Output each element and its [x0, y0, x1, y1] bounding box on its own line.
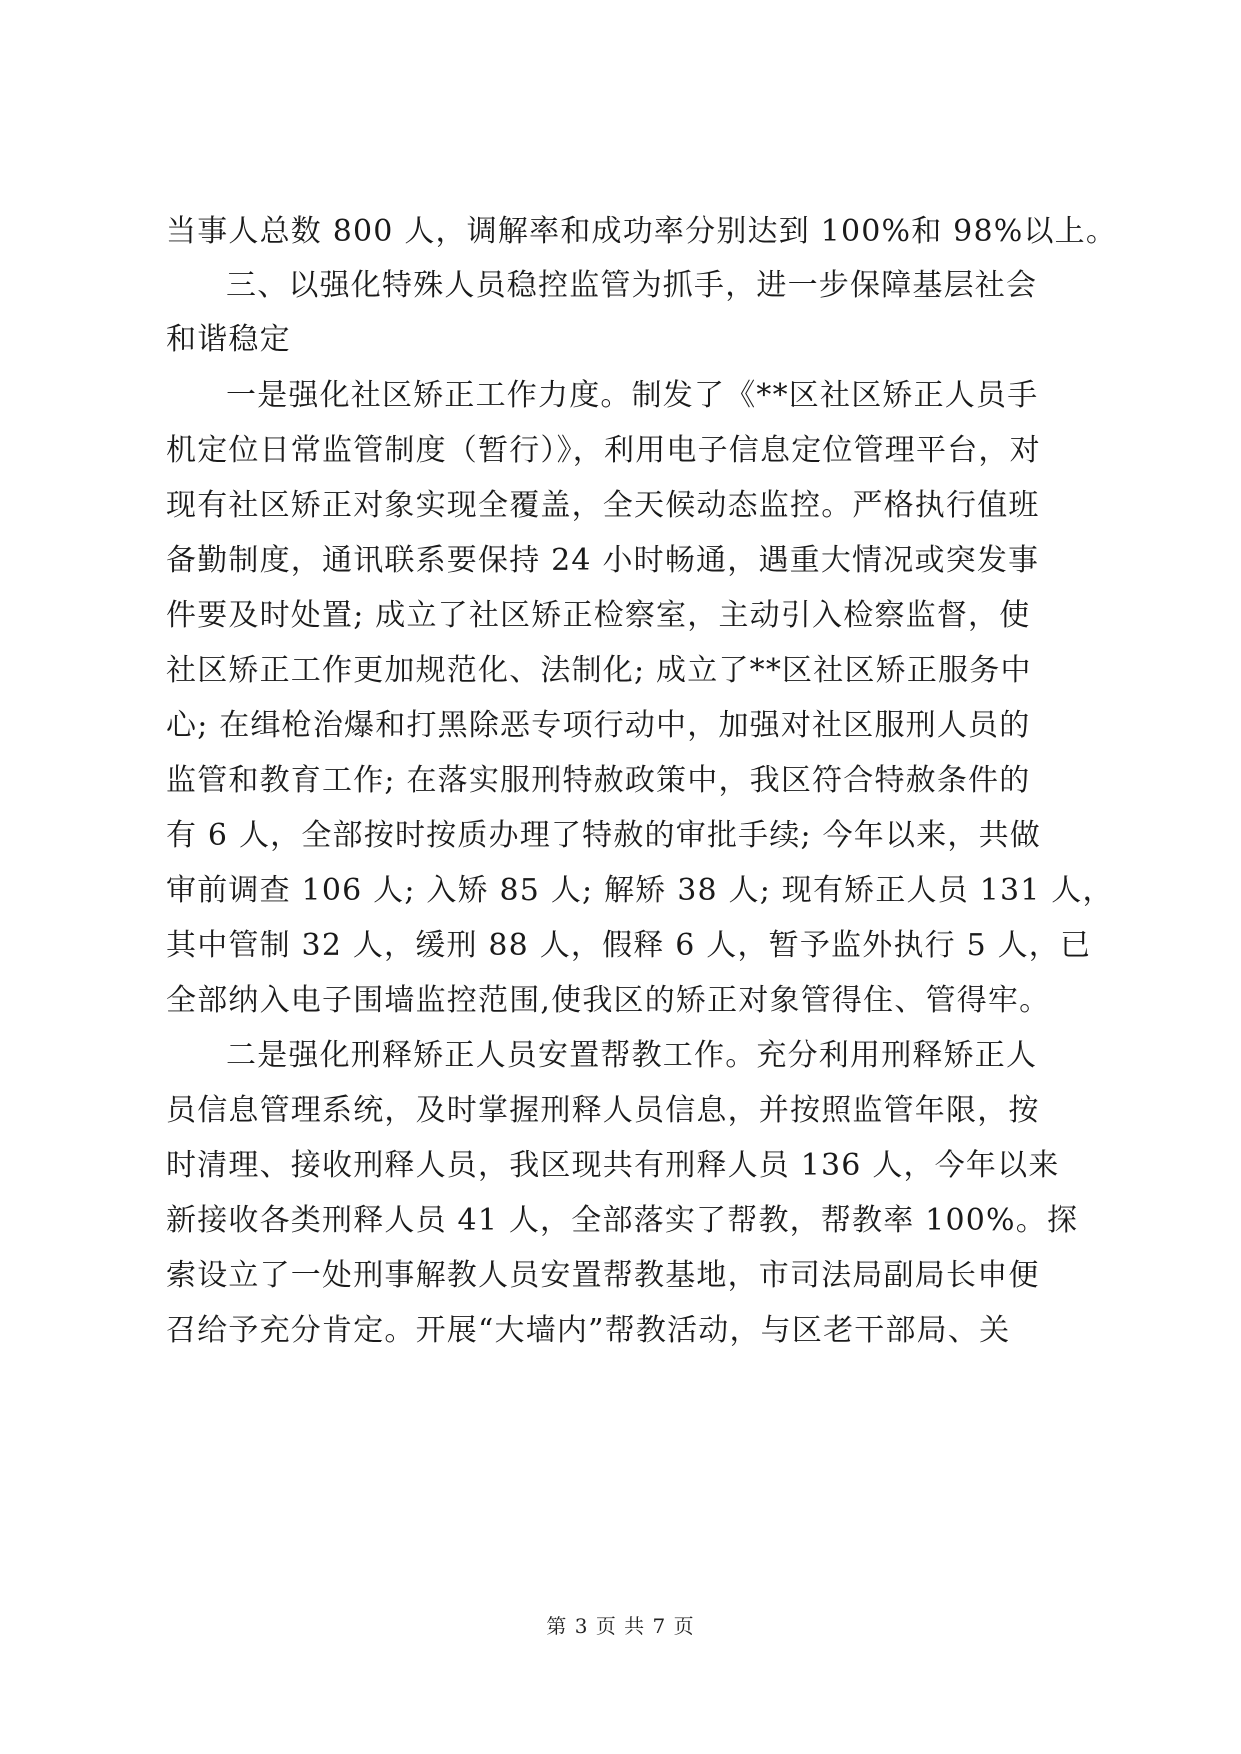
paragraph-1-line-12: 全部纳入电子围墙监控范围,使我区的矫正对象管得住、管得牢。 [166, 983, 1051, 1018]
paragraph-1-line-3: 现有社区矫正对象实现全覆盖，全天候动态监控。严格执行值班 [166, 488, 1040, 523]
paragraph-1-line-7: 心; 在缉枪治爆和打黑除恶专项行动中，加强对社区服刑人员的 [166, 708, 1031, 743]
paragraph-1-line-9: 有 6 人，全部按时按质办理了特赦的审批手续; 今年以来，共做 [166, 818, 1042, 853]
paragraph-1-line-4: 备勤制度，通讯联系要保持 24 小时畅通，遇重大情况或突发事 [166, 543, 1040, 578]
paragraph-1-line-10: 审前调查 106 人; 入矫 85 人; 解矫 38 人; 现有矫正人员 131 人， [166, 873, 1114, 908]
page-number-footer: 第 3 页 共 7 页 [546, 1614, 695, 1638]
paragraph-2-line-6: 召给予充分肯定。开展“大墙内”帮教活动，与区老干部局、关 [166, 1313, 1011, 1348]
paragraph-1-line-11: 其中管制 32 人，缓刑 88 人，假释 6 人，暂予监外执行 5 人，已 [166, 928, 1092, 963]
section-heading-line-1: 三、以强化特殊人员稳控监管为抓手，进一步保障基层社会 [226, 268, 1038, 303]
section-heading-line-2: 和谐稳定 [166, 322, 291, 357]
paragraph-2-line-3: 时清理、接收刑释人员，我区现共有刑释人员 136 人，今年以来 [166, 1148, 1060, 1183]
paragraph-2-line-2: 员信息管理系统，及时掌握刑释人员信息，并按照监管年限，按 [166, 1093, 1040, 1128]
paragraph-2-line-4: 新接收各类刑释人员 41 人，全部落实了帮教，帮教率 100%。探 [166, 1203, 1079, 1238]
paragraph-1-line-6: 社区矫正工作更加规范化、法制化; 成立了**区社区矫正服务中 [166, 653, 1032, 688]
text-line-1: 当事人总数 800 人，调解率和成功率分别达到 100%和 98%以上。 [166, 214, 1118, 249]
paragraph-1-line-2: 机定位日常监管制度（暂行）》，利用电子信息定位管理平台，对 [166, 433, 1041, 468]
paragraph-2-line-1: 二是强化刑释矫正人员安置帮教工作。充分利用刑释矫正人 [226, 1038, 1038, 1073]
paragraph-1-line-5: 件要及时处置; 成立了社区矫正检察室，主动引入检察监督，使 [166, 598, 1031, 633]
paragraph-1-line-1: 一是强化社区矫正工作力度。制发了《**区社区矫正人员手 [226, 378, 1039, 413]
paragraph-2-line-5: 索设立了一处刑事解教人员安置帮教基地，市司法局副局长申便 [166, 1258, 1040, 1293]
paragraph-1-line-8: 监管和教育工作; 在落实服刑特赦政策中，我区符合特赦条件的 [166, 763, 1031, 798]
